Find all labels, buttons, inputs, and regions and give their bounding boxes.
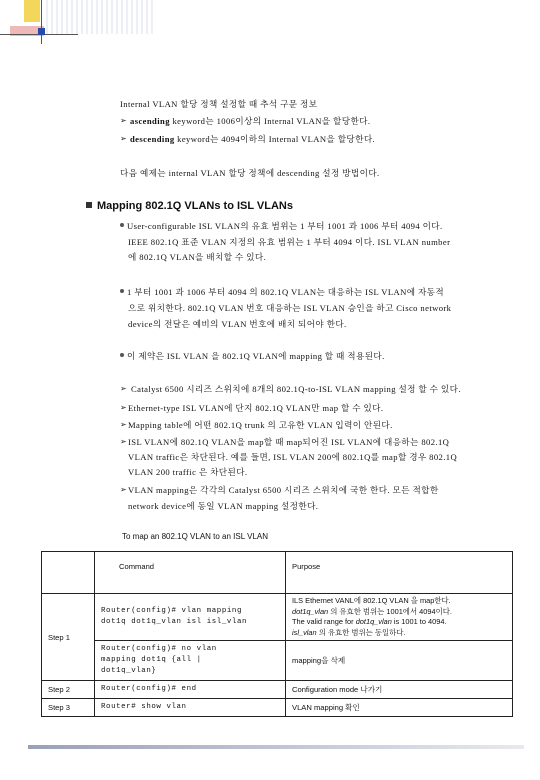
descending-keyword: descending [130, 134, 175, 144]
ascending-desc: keyword는 1006이상의 Internal VLAN을 할당한다. [169, 116, 371, 126]
bullet-dot-icon [120, 353, 124, 357]
corner-yellow-block [24, 0, 40, 22]
restriction-line: VLAN mapping은 각각의 Catalyst 6500 시리즈 스위치에 국한 한다. 모든 적합한 [128, 485, 439, 495]
purpose-span: 의 유효한 범위는 동일하다. [316, 627, 406, 637]
descending-desc: keyword는 4094이하의 Internal VLAN을 할당한다. [174, 134, 376, 144]
config-steps-table [41, 551, 513, 717]
arrow-icon: ➢ [120, 116, 127, 125]
table-row [42, 699, 513, 717]
procedure-title: To map an 802.1Q VLAN to an ISL VLAN [122, 532, 269, 541]
step-label: Step 3 [42, 699, 95, 717]
command-cell: Router(config)# end [95, 681, 286, 699]
intro-line: Internal VLAN 할당 정책 설정할 때 추석 구문 정보 [120, 99, 318, 109]
purpose-text [292, 617, 506, 628]
bullet-line [120, 286, 444, 298]
table-header-row [42, 552, 513, 594]
purpose-cell: VLAN mapping 확인 [286, 699, 513, 717]
restriction-continuation: VLAN 200 traffic 은 차단된다. [128, 467, 248, 477]
square-bullet-icon [86, 202, 92, 208]
arrow-icon: ➢ [120, 403, 127, 412]
ascending-line [130, 115, 370, 127]
command-text: mapping dot1q {all | [101, 656, 202, 664]
table-row [42, 681, 513, 699]
bullet-text: 이 제약은 ISL VLAN 을 802.1Q VLAN에 mapping 할 때 적용된다. [127, 351, 385, 361]
footer-gradient-bar [28, 745, 524, 749]
arrow-icon: ➢ [120, 384, 127, 393]
command-cell: Router# show vlan [95, 699, 286, 717]
table-cell [42, 552, 95, 594]
purpose-cell: mapping을 삭제 [286, 641, 513, 681]
corner-stripes-decoration [46, 0, 156, 34]
bullet-line [120, 350, 385, 362]
bullet-dot-icon [120, 223, 124, 227]
bullet-dot-icon [120, 289, 124, 293]
purpose-text: ILS Ethernet VANL에 802.1Q VLAN 을 map한다. [292, 596, 451, 605]
arrow-icon: ➢ [120, 437, 127, 446]
section-heading [86, 200, 293, 212]
bullet-line [120, 220, 443, 232]
arrow-icon: ➢ [120, 134, 127, 143]
command-cell [95, 641, 286, 681]
purpose-text [292, 607, 506, 618]
command-cell [95, 594, 286, 641]
step-label: Step 1 [42, 594, 95, 681]
arrow-icon: ➢ [120, 420, 127, 429]
corner-vertical-line [41, 0, 42, 44]
example-line: 다음 예제는 internal VLAN 할당 정책에 descending 설정 방법이다. [120, 168, 380, 178]
bullet-continuation: IEEE 802.1Q 표준 VLAN 지정의 유효 범위는 1 부터 4094 이다. ISL VLAN number [128, 237, 451, 247]
restriction-line: Catalyst 6500 시리즈 스위치에 8개의 802.1Q-to-ISL VLAN mapping 설정 할 수 있다. [131, 384, 461, 394]
step-label: Step 2 [42, 681, 95, 699]
bullet-text: User-configurable ISL VLAN의 유효 범위는 1 부터 1001 과 1006 부터 4094 이다. [127, 221, 443, 231]
ascending-keyword: ascending [130, 116, 170, 126]
arrow-icon: ➢ [120, 485, 127, 494]
restriction-continuation: VLAN traffic은 차단된다. 예를 들면, ISL VLAN 200에 802.1Q를 map할 경우 802.1Q [128, 452, 458, 462]
command-text: dot1q dot1q_vlan isl isl_vlan [101, 618, 248, 626]
restriction-line: Mapping table에 어떤 802.1Q trunk 의 고유한 VLAN 입력이 안된다. [128, 420, 393, 430]
bullet-continuation: 에 802.1Q VLAN을 배치할 수 있다. [128, 252, 267, 262]
restriction-line: Ethernet-type ISL VLAN에 단지 802.1Q VLAN만 map 할 수 있다. [128, 403, 384, 413]
bullet-continuation: 으로 위치한다. 802.1Q VLAN 번호 대응하는 ISL VLAN 승인을 하고 Cisco network [128, 303, 452, 313]
restriction-line: ISL VLAN에 802.1Q VLAN을 map할 때 map되어진 ISL VLAN에 대응하는 802.1Q [128, 437, 450, 447]
purpose-italic: isl_vlan [292, 627, 317, 637]
purpose-italic: dot1q_vlan [355, 617, 392, 626]
purpose-span: 의 유효한 범위는 1001에서 4094이다. [328, 606, 452, 616]
purpose-text [292, 628, 506, 639]
command-text: dot1q_vlan} [101, 667, 157, 675]
purpose-span: is 1001 to 4094. [391, 617, 447, 626]
purpose-italic: dot1q_vlan [292, 606, 329, 616]
descending-line [130, 133, 375, 145]
command-text: Router(config)# vlan mapping [101, 607, 242, 615]
purpose-span: The valid range for [292, 617, 356, 626]
restriction-continuation: network device에 동일 VLAN mapping 설정한다. [128, 501, 319, 511]
table-row [42, 594, 513, 641]
column-header-purpose: Purpose [286, 552, 513, 594]
purpose-cell: Configuration mode 나가기 [286, 681, 513, 699]
corner-blue-square [38, 28, 45, 35]
bullet-text: 1 부터 1001 과 1006 부터 4094 의 802.1Q VLAN는 대응하는 ISL VLAN에 자동적 [127, 287, 445, 297]
command-text: Router(config)# no vlan [101, 645, 217, 653]
purpose-cell [286, 594, 513, 641]
table-row [42, 641, 513, 681]
column-header-command: Command [95, 552, 286, 594]
bullet-continuation: device의 전달은 예비의 VLAN 번호에 배치 되어야 한다. [128, 319, 347, 329]
section-title: Mapping 802.1Q VLANs to ISL VLANs [97, 200, 293, 212]
